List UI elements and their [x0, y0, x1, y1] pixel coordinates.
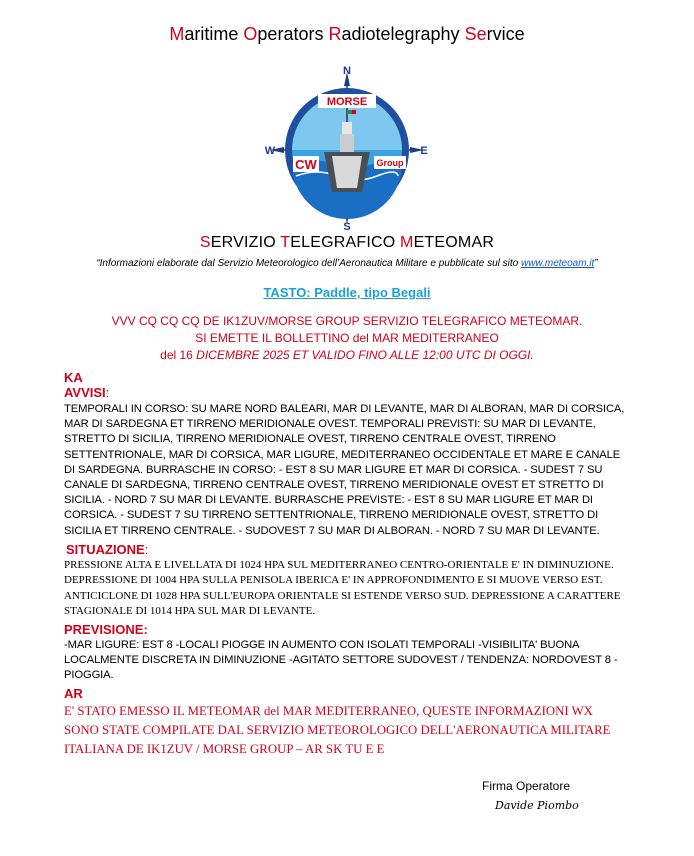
- situazione-text: PRESSIONE ALTA E LIVELLATA DI 1024 HPA SUL MEDITERRANEO CENTRO-ORIENTALE E' IN DIMINUZIONE. DEPRESSIONE DI 1004 HPA SULLA PENISOLA IBERICA E' IN APPROFONDIMENTO E SI MUOVE VERSO EST. ANTICICLONE DI 1028 HPA SULL'EUROPA ORIENTALE SI ESTENDE VERSO SUD. DEPRESSIONE A CARATTERE STAGIONALE DI 1014 HPA SUL MAR DI LEVANTE.: [64, 558, 621, 618]
- service-title: [0, 234, 694, 252]
- compass-east: E: [420, 145, 428, 157]
- previsione-text: -MAR LIGURE: EST 8 -LOCALI PIOGGE IN AUMENTO CON ISOLATI TEMPORALI -VISIBILITA' BUONA LOCALMENTE DISCRETA IN DIMINUZIONE -AGITATO SETTORE SUDOVEST / TENDENZA: NORDOVEST 8 - PIOGGIA.: [64, 638, 618, 682]
- previsione-heading: PREVISIONE:: [64, 621, 148, 637]
- bulletin-body: [64, 370, 630, 759]
- compass-north: N: [343, 65, 351, 77]
- operator-signature: Davide Piombo: [495, 799, 579, 812]
- service-title-part: ERVIZIO: [210, 234, 281, 251]
- service-title-part: ETEOMAR: [413, 234, 495, 251]
- title-part: aritime: [184, 24, 244, 44]
- logo-cw-text: CW: [295, 157, 317, 172]
- preamble-line-2: SI EMETTE IL BOLLETTINO del MAR MEDITERRANEO: [195, 331, 499, 345]
- meteoam-link[interactable]: www.meteoam.it: [520, 258, 595, 269]
- avvisi-colon: :: [105, 385, 110, 400]
- situazione-colon: :: [144, 541, 149, 557]
- service-title-part: T: [280, 234, 291, 251]
- preamble-date: DICEMBRE 2025 ET VALIDO FINO ALLE 12:00 UTC DI OGGI.: [196, 348, 534, 362]
- avvisi-heading: [64, 385, 630, 400]
- ar-text: E' STATO EMESSO IL METEOMAR del MAR MEDITERRANEO, QUESTE INFORMAZIONI WX SONO STATE COMPILATE DAL SERVIZIO METEOROLOGICO DELL'AERONAUTICA MILITARE ITALIANA DE IK1ZUV / MORSE GROUP – AR SK TU E E: [64, 704, 611, 757]
- title-part: M: [169, 24, 185, 44]
- ar-heading: AR: [64, 686, 83, 702]
- situazione-label: SITUAZIONE: [66, 541, 145, 557]
- firma-label: Firma Operatore: [482, 779, 571, 793]
- preamble-line-1: VVV CQ CQ CQ DE IK1ZUV/MORSE GROUP SERVIZIO TELEGRAFICO METEOMAR.: [111, 314, 583, 328]
- service-title-part: ELEGRAFICO: [290, 234, 401, 251]
- info-suffix: ”: [594, 258, 598, 269]
- title-part: adiotelegraphy: [341, 24, 465, 44]
- tasto-line: TASTO: Paddle, tipo Begali: [263, 285, 431, 300]
- preamble-date-prefix: del 16: [160, 348, 197, 362]
- logo-graphic: [262, 64, 432, 232]
- logo-morse-text: MORSE: [326, 96, 368, 108]
- info-prefix: “Informazioni elaborate dal Servizio Meteorologico dell’Aeronautica Militare e pubblicate sul sito: [96, 258, 521, 269]
- title-part: O: [243, 24, 258, 44]
- morse-group-logo: [262, 64, 432, 232]
- service-title-part: M: [400, 234, 414, 251]
- avvisi-label: AVVISI: [64, 385, 106, 400]
- ka-label: KA: [64, 370, 83, 385]
- preamble-line-3: [0, 347, 694, 364]
- situazione-heading: [66, 542, 630, 557]
- compass-south: S: [343, 221, 351, 232]
- compass-west: W: [264, 145, 276, 157]
- logo-group-text: Group: [376, 158, 404, 168]
- title-part: Se: [464, 24, 487, 44]
- title-part: R: [328, 24, 342, 44]
- avvisi-text: TEMPORALI IN CORSO: SU MARE NORD BALEARI, MAR DI LEVANTE, MAR DI ALBORAN, MAR DI CORSICA, MAR DI SARDEGNA ET TIRRENO MERIDIONALE OVEST. TEMPORALI PREVISTI: SU MAR DI LEVANTE, STRETTO DI SICILIA, TIRRENO MERIDIONALE OVEST, TIRRENO CENTRALE OVEST, TIRRENO SETTENTRIONALE, MAR DI CORSICA, MAR LIGURE, MEDITERRANEO OCCIDENTALE ET MARE E CANALE DI SARDEGNA. BURRASCHE IN CORSO: - EST 8 SU MAR LIGURE ET MAR DI CORSICA. - SUDEST 7 SU CANALE DI SARDEGNA, TIRRENO CENTRALE OVEST, TIRRENO MERIDIONALE OVEST ET STRETTO DI SICILIA. - NORD 7 SU MAR DI LEVANTE. BURRASCHE PREVISTE: - EST 8 SU MAR LIGURE ET MAR DI CORSICA. - SUDEST 7 SU TIRRENO SETTENTRIONALE, TIRRENO MERIDIONALE OVEST, STRETTO DI SICILIA ET TIRRENO CENTRALE. - SUDOVEST 7 SU MAR DI ALBORAN. - NORD 7 SU MAR DI LEVANTE.: [64, 403, 625, 537]
- title-part: rvice: [486, 24, 525, 44]
- page-title: [0, 24, 694, 45]
- preamble: [0, 313, 694, 364]
- service-title-part: S: [199, 234, 211, 251]
- info-line: [0, 258, 694, 269]
- title-part: perators: [257, 24, 329, 44]
